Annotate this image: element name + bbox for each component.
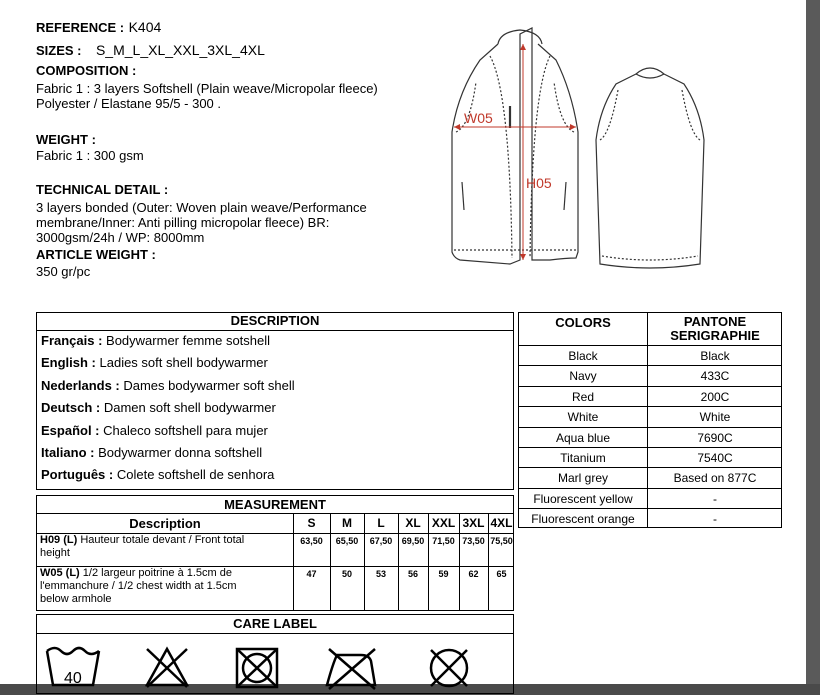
measurement-desc xyxy=(40,567,290,606)
measurement-value: 63,50 xyxy=(300,536,323,546)
measurement-text: Hauteur totale devant / Front total xyxy=(77,534,245,546)
weight-label: WEIGHT : xyxy=(36,132,96,147)
description-text: Chaleco softshell para mujer xyxy=(99,422,268,438)
color-row xyxy=(519,467,781,488)
color-name: Fluorescent yellow xyxy=(533,491,633,506)
color-name: White xyxy=(567,410,599,425)
description-lang: English : xyxy=(41,355,96,371)
description-text: Colete softshell de senhora xyxy=(113,467,275,483)
measurement-value: 73,50 xyxy=(462,536,485,546)
reference-label: REFERENCE : xyxy=(36,20,125,35)
description-text: Bodywarmer femme sotshell xyxy=(102,333,271,348)
sizes-line xyxy=(36,42,265,60)
description-table xyxy=(36,312,514,490)
pantone-value: 7540C xyxy=(697,451,733,465)
measurement-value: 59 xyxy=(438,569,449,579)
measurement-value: 65 xyxy=(496,569,507,579)
article-weight-label: ARTICLE WEIGHT : xyxy=(36,247,156,262)
color-row xyxy=(519,508,781,529)
color-name: Red xyxy=(571,389,594,404)
color-name: Black xyxy=(568,349,598,363)
pantone-title-1: PANTONE xyxy=(683,314,747,329)
wash-temp: 40 xyxy=(64,670,82,687)
measurement-value: 53 xyxy=(375,569,386,579)
description-text: Bodywarmer donna softshell xyxy=(94,445,263,460)
description-row xyxy=(37,423,513,438)
sizes-label: SIZES : xyxy=(36,43,82,58)
color-row xyxy=(519,365,781,386)
measurement-value: 56 xyxy=(407,569,418,579)
description-row xyxy=(37,400,513,415)
composition-line-1: Fabric 1 : 3 layers Softshell (Plain weave/Micropolar fleece) xyxy=(36,81,378,96)
description-lang: Português : xyxy=(41,467,114,483)
description-row xyxy=(37,467,513,482)
measurement-value: 65,50 xyxy=(335,536,359,546)
w05-label: W05 xyxy=(464,110,493,126)
color-name: Titanium xyxy=(560,451,606,465)
pantone-title-2: SERIGRAPHIE xyxy=(670,328,760,343)
no-bleach-icon xyxy=(147,649,187,687)
pantone-value: 200C xyxy=(700,389,730,404)
description-text: Damen soft shell bodywarmer xyxy=(100,400,276,416)
color-row xyxy=(519,427,781,448)
no-dry-clean-icon xyxy=(431,650,467,686)
color-row xyxy=(519,488,781,509)
measurement-value: 71,50 xyxy=(432,536,455,546)
color-row xyxy=(519,386,781,407)
weight-value: Fabric 1 : 300 gsm xyxy=(36,148,144,163)
color-name: Fluorescent orange xyxy=(531,512,635,527)
measurement-text: l'emmanchure / 1/2 chest width at 1.5cm xyxy=(40,580,237,592)
pantone-value: - xyxy=(713,512,717,527)
pantone-value: Black xyxy=(700,349,730,363)
no-iron-icon xyxy=(327,649,375,689)
technical-line-2: membrane/Inner: Anti pilling micropolar fleece) BR: xyxy=(36,215,330,230)
description-row xyxy=(37,333,513,348)
measurement-value: 47 xyxy=(306,569,317,579)
care-label-box xyxy=(36,614,514,694)
size-header: M xyxy=(342,516,352,530)
measurement-code: W05 (L) xyxy=(40,567,80,579)
colors-table xyxy=(518,312,782,528)
description-lang: Italiano : xyxy=(41,445,95,460)
composition-label: COMPOSITION : xyxy=(36,63,137,78)
measurement-code: H09 (L) xyxy=(40,534,78,546)
color-name: Aqua blue xyxy=(555,430,611,445)
description-lang: Nederlands : xyxy=(41,377,120,393)
measurement-text: 1/2 largeur poitrine à 1.5cm de xyxy=(79,567,232,579)
pantone-value: - xyxy=(713,491,717,506)
measurement-title: MEASUREMENT xyxy=(224,497,326,512)
measurement-table xyxy=(36,495,514,611)
description-text: Dames bodywarmer soft shell xyxy=(119,377,295,393)
no-tumble-dry-icon xyxy=(237,649,277,687)
pantone-value: White xyxy=(699,410,731,425)
measurement-value: 50 xyxy=(341,569,352,579)
technical-label: TECHNICAL DETAIL : xyxy=(36,182,169,197)
description-lang: Français : xyxy=(41,333,103,348)
size-header: XXL xyxy=(431,516,456,530)
color-name: Navy xyxy=(569,369,597,384)
size-header: XL xyxy=(405,516,421,530)
description-row xyxy=(37,445,513,460)
color-row xyxy=(519,345,781,366)
pantone-value: 7690C xyxy=(697,430,733,445)
reference-value: K404 xyxy=(128,19,162,35)
vest-technical-drawing xyxy=(440,22,810,292)
h05-label: H05 xyxy=(526,175,552,191)
care-symbols xyxy=(37,635,515,695)
measurement-value: 69,50 xyxy=(401,536,425,546)
technical-line-3: 3000gsm/24h / WP: 8000mm xyxy=(36,230,205,245)
description-text: Ladies soft shell bodywarmer xyxy=(95,355,268,371)
measurement-text: height xyxy=(40,547,70,559)
description-row xyxy=(37,378,513,393)
article-weight-value: 350 gr/pc xyxy=(36,264,91,279)
technical-line-1: 3 layers bonded (Outer: Woven plain weave/Performance xyxy=(36,200,367,215)
measurement-desc xyxy=(40,534,290,560)
composition-line-2: Polyester / Elastane 95/5 - 300 . xyxy=(36,96,221,111)
measurement-value: 75,50 xyxy=(490,536,513,546)
measurement-value: 62 xyxy=(468,569,479,579)
care-label-title: CARE LABEL xyxy=(37,616,513,634)
reference-line xyxy=(36,19,161,37)
viewer-scrollbar[interactable] xyxy=(806,0,820,684)
color-row xyxy=(519,447,781,468)
size-header: L xyxy=(377,516,385,530)
back-vest-outline xyxy=(596,74,704,268)
sizes-value: S_M_L_XL_XXL_3XL_4XL xyxy=(95,42,265,58)
color-row xyxy=(519,406,781,427)
measurement-desc-header: Description xyxy=(129,516,201,531)
pantone-value: Based on 877C xyxy=(673,471,757,486)
size-header: 4XL xyxy=(490,516,513,530)
description-row xyxy=(37,355,513,370)
description-title: DESCRIPTION xyxy=(37,313,513,331)
front-vest-outline xyxy=(452,28,578,264)
size-header: 3XL xyxy=(462,516,485,530)
measurement-value: 67,50 xyxy=(369,536,393,546)
description-lang: Deutsch : xyxy=(41,400,101,416)
color-name: Marl grey xyxy=(557,471,608,486)
colors-title: COLORS xyxy=(555,315,611,330)
measurement-text: below armhole xyxy=(40,593,112,605)
pantone-title xyxy=(647,315,783,343)
size-header: S xyxy=(307,516,316,530)
description-lang: Español : xyxy=(41,422,100,438)
pantone-value: 433C xyxy=(700,369,730,384)
